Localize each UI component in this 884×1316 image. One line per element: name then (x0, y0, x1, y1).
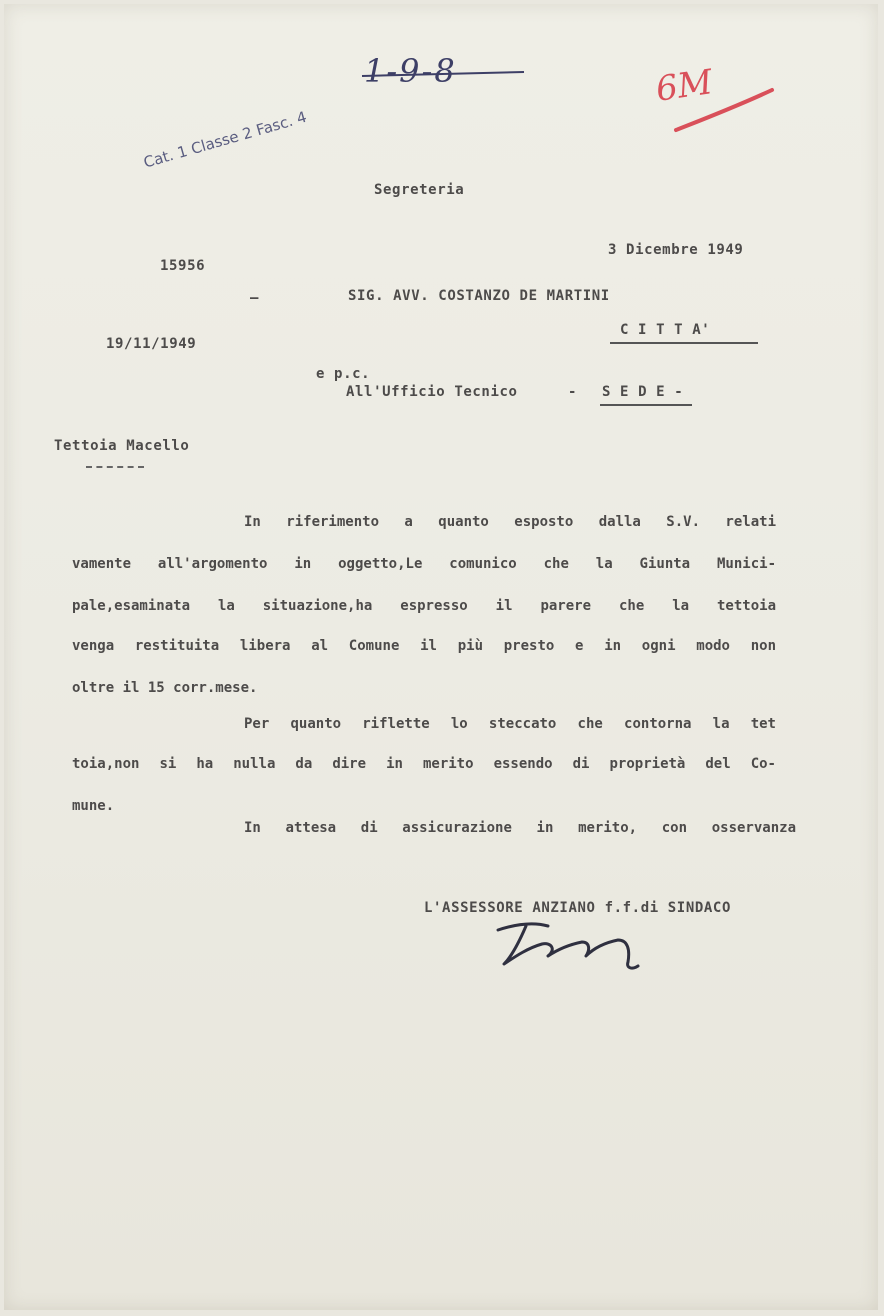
body-line: In riferimento a quanto esposto dalla S.V. relati (244, 514, 776, 530)
office-heading: Segreteria (374, 182, 465, 198)
body-line: vamente all'argomento in oggetto,Le comunico che la Giunta Munici- (72, 556, 776, 572)
city-underline (610, 342, 758, 344)
signatory-title: L'ASSESSORE ANZIANO f.f.di SINDACO (424, 900, 731, 916)
body-line: pale,esaminata la situazione,ha espresso il parere che la tettoia (72, 598, 776, 614)
recipient-city: C I T T A' (620, 322, 711, 338)
subject-line: Tettoia Macello (54, 438, 190, 454)
strike-through-mark (360, 64, 530, 84)
body-line: toia,non si ha nulla da dire in merito essendo di proprietà del Co- (72, 756, 776, 772)
reference-date: 19/11/1949 (106, 336, 197, 352)
handwritten-top-note: 1-9-8 (364, 52, 457, 90)
cc-label: e p.c. (316, 366, 371, 382)
cc-place: S E D E - (602, 384, 684, 400)
dash-mark: — (250, 290, 260, 306)
red-underline-stroke (672, 82, 782, 142)
subject-underline (86, 466, 144, 468)
cc-place-underline (600, 404, 692, 406)
classification-stamp: Cat. 1 Classe 2 Fasc. 4 (141, 107, 309, 172)
cc-recipient: All'Ufficio Tecnico (346, 384, 518, 400)
letter-date: 3 Dicembre 1949 (608, 242, 744, 258)
body-line: oltre il 15 corr.mese. (72, 680, 258, 696)
signature-mark (490, 916, 660, 976)
red-initials-mark: 6M (653, 62, 715, 110)
recipient-line: SIG. AVV. COSTANZO DE MARTINI (348, 288, 610, 304)
body-line: Per quanto riflette lo steccato che contorna la tet (244, 716, 776, 732)
body-line: mune. (72, 798, 115, 814)
protocol-number: 15956 (160, 258, 206, 274)
cc-separator: - (568, 384, 578, 400)
document-page (4, 4, 878, 1310)
body-line: In attesa di assicurazione in merito, con osservanza (244, 820, 796, 836)
body-line: venga restituita libera al Comune il più presto e in ogni modo non (72, 638, 776, 654)
